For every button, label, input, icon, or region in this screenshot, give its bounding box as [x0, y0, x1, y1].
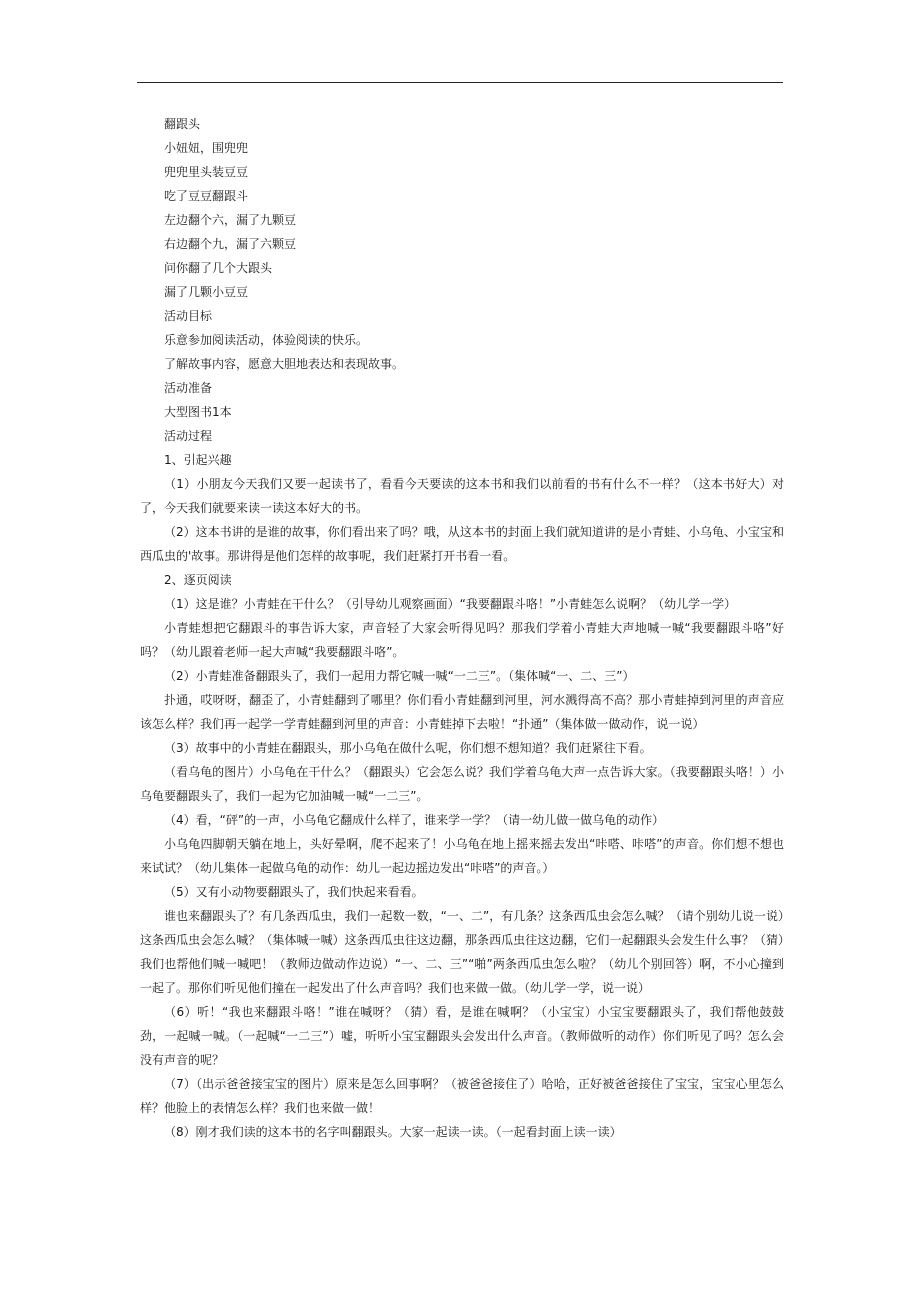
body-paragraph: （4）看，“砰”的一声，小乌龟它翻成什么样了，谁来学一学？（请一幼儿做一做乌龟的动作） [164, 813, 665, 827]
body-paragraph: （看乌龟的图片）小乌龟在干什么？（翻跟头）它会怎么说？我们学着乌龟大声一点告诉大家。（我要翻跟头咯！）小乌龟要翻跟头了，我们一起为它加油喊一喊“一二三”。 [140, 765, 784, 803]
subsection-heading: 1、引起兴趣 [164, 453, 232, 467]
poem-line: 漏了几颗小豆豆 [164, 285, 249, 299]
preparation-item: 大型图书1本 [164, 405, 232, 419]
poem-line: 右边翻个九，漏了六颗豆 [164, 237, 297, 251]
section-heading-preparation: 活动准备 [164, 381, 213, 395]
body-paragraph: 小乌龟四脚朝天躺在地上，头好晕啊，爬不起来了！小乌龟在地上摇来摇去发出“咔嗒、咔嗒”的声音。你们想不想也来试试？（幼儿集体一起做乌龟的动作：幼儿一起边摇边发出“咔嗒”的声音。） [140, 837, 784, 875]
body-paragraph: 小青蛙想把它翻跟斗的事告诉大家，声音轻了大家会听得见吗？那我们学着小青蛙大声地喊一喊“我要翻跟斗咯”好吗？（幼儿跟着老师一起大声喊“我要翻跟斗咯”。 [140, 621, 784, 659]
body-paragraph: 扑通，哎呀呀，翻歪了，小青蛙翻到了哪里？你们看小青蛙翻到河里，河水溅得高不高？那小青蛙掉到河里的声音应该怎么样？我们再一起学一学青蛙翻到河里的声音：小青蛙掉下去啦！“扑通”（集体做一做动作，说一说） [140, 693, 784, 731]
poem-line: 问你翻了几个大跟头 [164, 261, 273, 275]
document-body [140, 112, 784, 1144]
poem-line: 左边翻个六，漏了九颗豆 [164, 213, 297, 227]
goal-item: 乐意参加阅读活动，体验阅读的快乐。 [164, 333, 369, 347]
body-paragraph: （5）又有小动物要翻跟头了，我们快起来看看。 [164, 885, 424, 899]
body-paragraph: （1）这是谁？小青蛙在干什么？（引导幼儿观察画面）“我要翻跟斗咯！”小青蛙怎么说啊？（幼儿学一学） [164, 597, 737, 611]
body-paragraph: （7）（出示爸爸接宝宝的图片）原来是怎么回事啊？（被爸爸接住了）哈哈，正好被爸爸接住了宝宝，宝宝心里怎么样？他脸上的表情怎么样？我们也来做一做！ [140, 1077, 784, 1115]
body-paragraph: （2）这本书讲的是谁的故事，你们看出来了吗？哦，从这本书的封面上我们就知道讲的是小青蛙、小乌龟、小宝宝和西瓜虫的'故事。那讲得是他们怎样的故事呢，我们赶紧打开书看一看。 [140, 525, 784, 563]
poem-line: 兜兜里头装豆豆 [164, 165, 249, 179]
poem-title: 翻跟头 [164, 117, 201, 131]
header-rule [137, 82, 783, 83]
section-heading-process: 活动过程 [164, 429, 213, 443]
body-paragraph: （6）听！“我也来翻跟斗咯！”谁在喊呀？（猜）看，是谁在喊啊？（小宝宝）小宝宝要翻跟头了，我们帮他鼓鼓劲，一起喊一喊。（一起喊“一二三”）嘘，听听小宝宝翻跟头会发出什么声音。（教师做听的动作）你们听见了吗？怎么会没有声音的呢？ [140, 1005, 784, 1067]
goal-item: 了解故事内容，愿意大胆地表达和表现故事。 [164, 357, 405, 371]
body-paragraph: （3）故事中的小青蛙在翻跟头，那小乌龟在做什么呢，你们想不想知道？我们赶紧往下看。 [164, 741, 652, 755]
subsection-heading: 2、逐页阅读 [164, 573, 232, 587]
body-paragraph: （8）刚才我们读的这本书的名字叫翻跟头。大家一起读一读。（一起看封面上读一读） [164, 1125, 622, 1139]
body-paragraph: （2）小青蛙准备翻跟头了，我们一起用力帮它喊一喊“一二三”。（集体喊“一、二、三”） [164, 669, 635, 683]
poem-line: 吃了豆豆翻跟斗 [164, 189, 249, 203]
poem-line: 小妞妞，围兜兜 [164, 141, 249, 155]
section-heading-goals: 活动目标 [164, 309, 213, 323]
body-paragraph: 谁也来翻跟头了？有几条西瓜虫，我们一起数一数，“一、二”，有几条？这条西瓜虫会怎么喊？（请个别幼儿说一说）这条西瓜虫会怎么喊？（集体喊一喊）这条西瓜虫往这边翻，那条西瓜虫往这边翻，它们一起翻跟头会发生什么事？（猜）我们也帮他们喊一喊吧！（教师边做动作边说）“一、二、三”“啪”两条西瓜虫怎么啦？（幼儿个别回答）啊，不小心撞到一起了。那你们听见他们撞在一起发出了什么声音吗？我们也来做一做。（幼儿学一学，说一说） [140, 909, 784, 995]
body-paragraph: （1）小朋友今天我们又要一起读书了，看看今天要读的这本书和我们以前看的书有什么不一样？（这本书好大）对了，今天我们就要来读一读这本好大的书。 [140, 477, 784, 515]
